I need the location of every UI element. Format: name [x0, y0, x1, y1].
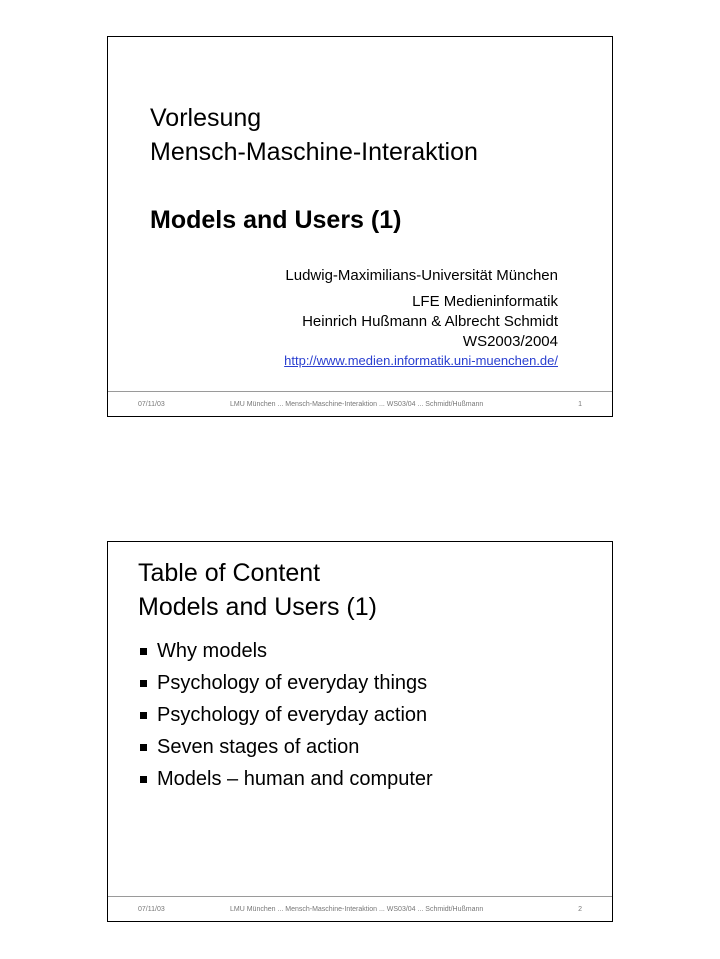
- square-bullet-icon: [140, 648, 147, 655]
- semester: WS2003/2004: [462, 333, 558, 350]
- slide-1-subtitle: Models and Users (1): [150, 206, 402, 234]
- slide-1-title-line-2: Mensch-Maschine-Interaktion: [150, 138, 478, 166]
- square-bullet-icon: [140, 776, 147, 783]
- square-bullet-icon: [140, 680, 147, 687]
- slide-2-title-line-1: Table of Content: [138, 559, 321, 587]
- footer-course-info: LMU München ... Mensch-Maschine-Interaktion ... WS03/04 ... Schmidt/Hußmann: [230, 401, 484, 408]
- table-of-content-list: [138, 635, 433, 795]
- footer-page-number: 2: [578, 906, 582, 913]
- authors: Heinrich Hußmann & Albrecht Schmidt: [302, 313, 558, 330]
- slide-2: [107, 541, 613, 922]
- square-bullet-icon: [140, 712, 147, 719]
- footer-date: 07/11/03: [138, 401, 165, 408]
- slide-2-footer: [108, 896, 612, 921]
- list-item: Models – human and computer: [138, 763, 433, 795]
- website-link[interactable]: http://www.medien.informatik.uni-muenchen.de/: [284, 353, 558, 368]
- slide-1-footer: [108, 391, 612, 416]
- list-item: Psychology of everyday action: [138, 699, 433, 731]
- footer-course-info: LMU München ... Mensch-Maschine-Interaktion ... WS03/04 ... Schmidt/Hußmann: [230, 906, 484, 913]
- square-bullet-icon: [140, 744, 147, 751]
- list-item: Seven stages of action: [138, 731, 433, 763]
- list-item: Why models: [138, 635, 433, 667]
- department-name: LFE Medieninformatik: [412, 293, 558, 310]
- university-name: Ludwig-Maximilians-Universität München: [285, 267, 558, 284]
- slide-2-title-line-2: Models and Users (1): [138, 593, 377, 621]
- footer-page-number: 1: [578, 401, 582, 408]
- list-item: Psychology of everyday things: [138, 667, 433, 699]
- slide-1: [107, 36, 613, 417]
- slide-1-title-line-1: Vorlesung: [150, 104, 262, 132]
- footer-date: 07/11/03: [138, 906, 165, 913]
